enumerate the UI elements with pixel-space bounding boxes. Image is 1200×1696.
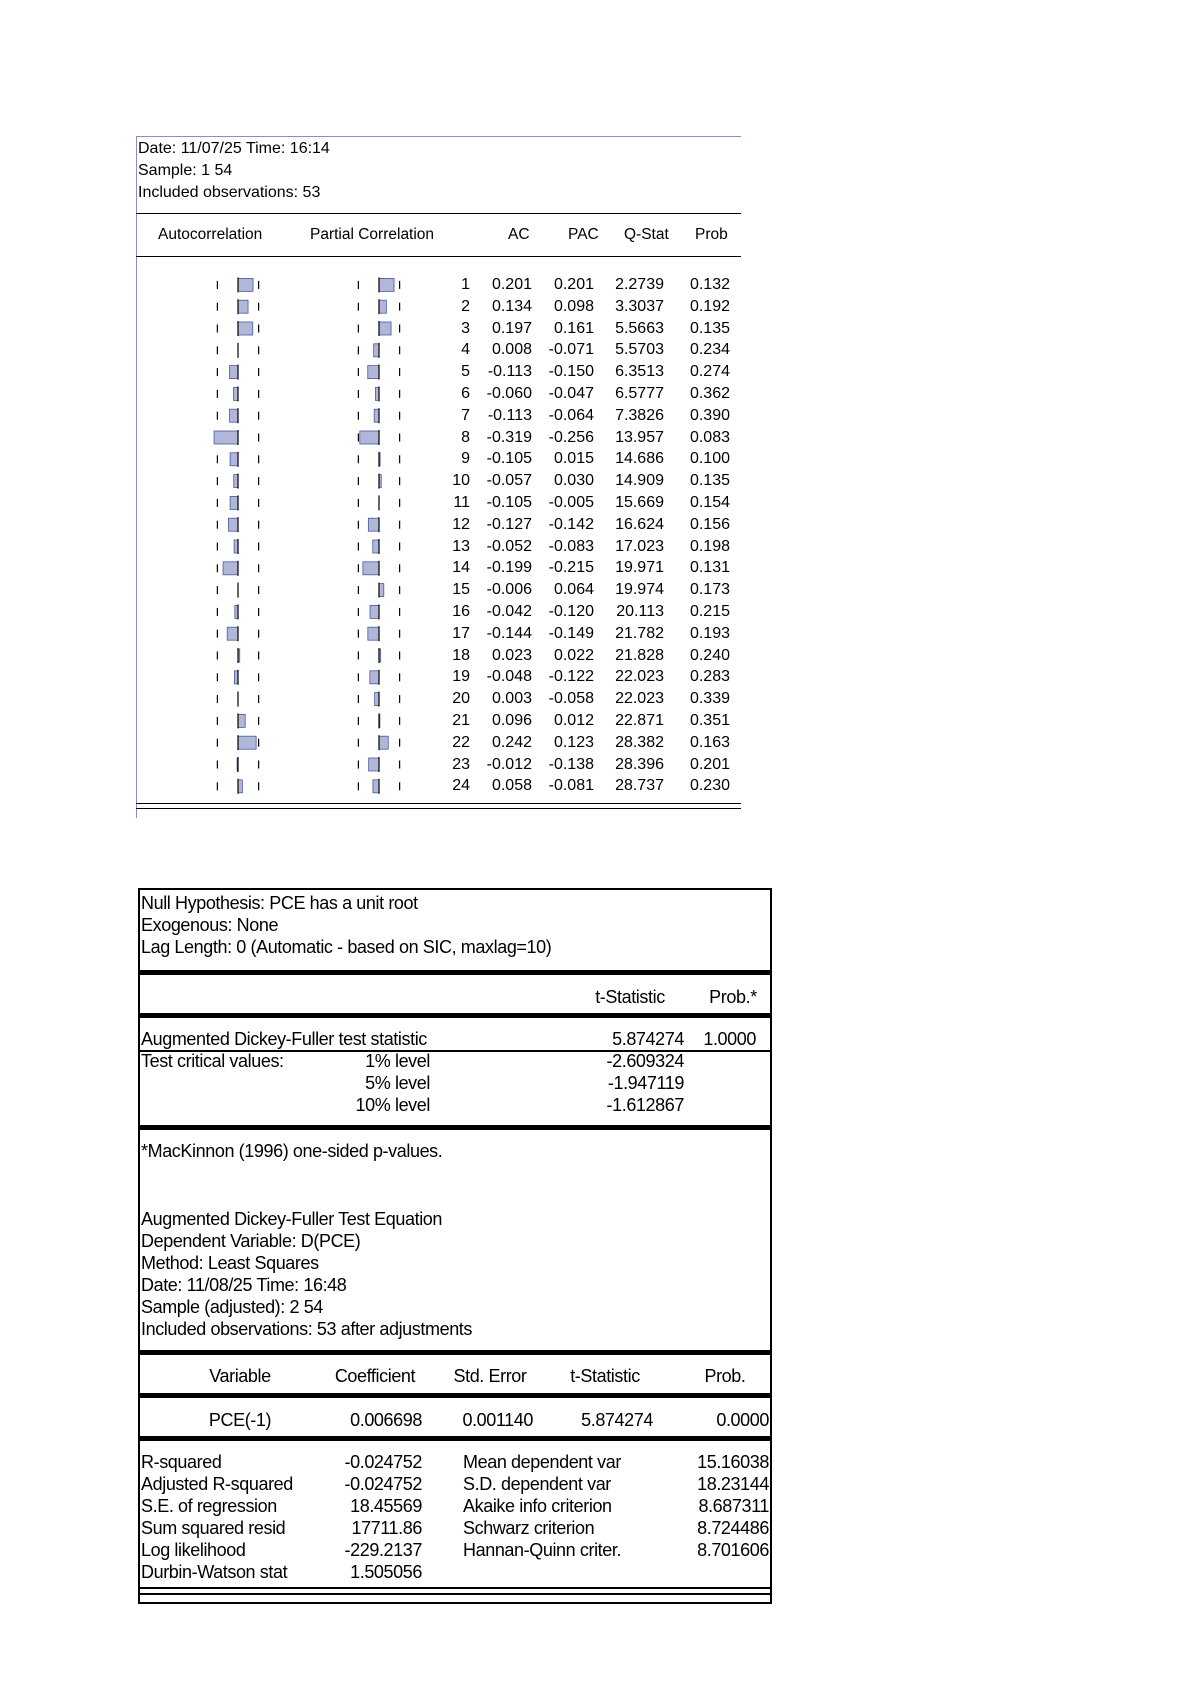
- pac-bar: [373, 540, 379, 553]
- correlogram-cell-q: 28.396: [615, 755, 664, 773]
- dependent-variable: Dependent Variable: D(PCE): [141, 1231, 361, 1251]
- col-std-error: Std. Error: [453, 1366, 527, 1386]
- correlogram-cell-lag: 1: [461, 275, 470, 293]
- correlogram-cell-q: 13.957: [615, 428, 664, 446]
- pac-bar: [379, 584, 384, 597]
- correlogram-cell-q: 22.023: [615, 690, 664, 708]
- correlogram-cell-lag: 9: [461, 450, 470, 468]
- stat-value: 17711.86: [351, 1518, 422, 1538]
- correlogram-cell-lag: 16: [452, 602, 470, 620]
- correlogram-cell-lag: 19: [452, 668, 470, 686]
- correlogram-cell-q: 14.686: [615, 450, 664, 468]
- correlogram-cell-q: 5.5663: [615, 319, 664, 337]
- correlogram-cell-pac: 0.064: [553, 581, 594, 599]
- stat-label: S.D. dependent var: [463, 1474, 611, 1494]
- correlogram-cell-ac: 0.023: [491, 646, 532, 664]
- coef-prob: 0.0000: [716, 1410, 769, 1430]
- correlogram-cell-q: 28.737: [615, 777, 664, 795]
- stat-label: Log likelihood: [141, 1540, 246, 1560]
- ac-bar: [230, 366, 238, 379]
- correlogram-cell-lag: 3: [461, 319, 470, 337]
- critical-level: 5% level: [365, 1073, 430, 1093]
- correlogram-cell-ac: 0.242: [491, 733, 532, 751]
- col-partial-correlation: Partial Correlation: [310, 226, 435, 243]
- lag-length: Lag Length: 0 (Automatic - based on SIC, maxlag=10): [141, 937, 552, 957]
- stat-label: R-squared: [141, 1452, 222, 1472]
- correlogram-cell-pac: -0.122: [548, 668, 594, 686]
- correlogram-date: Date: 11/07/25 Time: 16:14: [138, 140, 330, 157]
- stat-value: -0.024752: [344, 1452, 422, 1472]
- correlogram-cell-pac: 0.030: [553, 472, 594, 490]
- correlogram-cell-ac: -0.144: [486, 624, 532, 642]
- correlogram-cell-q: 7.3826: [615, 406, 664, 424]
- ac-bar: [228, 518, 238, 531]
- correlogram-cell-p: 0.198: [689, 537, 730, 555]
- correlogram-cell-lag: 22: [452, 733, 470, 751]
- col-qstat: Q-Stat: [624, 226, 669, 243]
- footnote: *MacKinnon (1996) one-sided p-values.: [141, 1141, 443, 1161]
- correlogram-cell-pac: -0.005: [548, 493, 594, 511]
- bottom-rule-2: [136, 808, 741, 809]
- correlogram-cell-q: 6.5777: [615, 384, 664, 402]
- correlogram-cell-pac: -0.083: [548, 537, 594, 555]
- correlogram-cell-pac: -0.149: [548, 624, 594, 642]
- correlogram-cell-ac: -0.127: [486, 515, 532, 533]
- correlogram-cell-lag: 13: [452, 537, 470, 555]
- correlogram-cell-p: 0.135: [689, 472, 730, 490]
- ac-bar: [214, 431, 238, 444]
- correlogram-cell-ac: 0.003: [491, 690, 532, 708]
- coef-t-statistic: 5.874274: [581, 1410, 653, 1430]
- correlogram-cell-pac: 0.123: [553, 733, 594, 751]
- col-t-statistic: t-Statistic: [595, 987, 665, 1007]
- col-prob: Prob.: [704, 1366, 746, 1386]
- correlogram-cell-pac: -0.150: [548, 363, 594, 381]
- correlogram-cell-ac: -0.113: [487, 406, 532, 424]
- correlogram-cell-ac: -0.113: [487, 363, 532, 381]
- correlogram-cell-ac: -0.057: [486, 472, 532, 490]
- col-pac: PAC: [568, 226, 599, 243]
- stat-label: Sum squared resid: [141, 1518, 286, 1538]
- correlogram-cell-p: 0.240: [689, 646, 730, 664]
- stat-label: S.E. of regression: [141, 1496, 277, 1516]
- coef-coefficient: 0.006698: [350, 1410, 422, 1430]
- pac-bar: [368, 518, 379, 531]
- adf-prob: 1.0000: [703, 1029, 756, 1049]
- correlogram-observations: Included observations: 53: [138, 184, 321, 201]
- stat-label: Adjusted R-squared: [141, 1474, 293, 1494]
- rule: [140, 1593, 770, 1595]
- correlogram-cell-p: 0.135: [689, 319, 730, 337]
- correlogram-cell-ac: 0.058: [491, 777, 532, 795]
- correlogram-cell-q: 19.974: [615, 581, 664, 599]
- correlogram-cell-p: 0.132: [689, 275, 730, 293]
- correlogram-cell-ac: 0.201: [491, 275, 532, 293]
- correlogram-cell-pac: -0.058: [548, 690, 594, 708]
- correlogram-cell-lag: 15: [452, 581, 470, 599]
- sample-adjusted: Sample (adjusted): 2 54: [141, 1297, 323, 1317]
- correlogram-cell-p: 0.274: [689, 363, 730, 381]
- correlogram-cell-ac: -0.012: [486, 755, 532, 773]
- stat-value: -0.024752: [344, 1474, 422, 1494]
- correlogram-cell-lag: 20: [452, 690, 470, 708]
- adf-test-output: [138, 888, 772, 1604]
- included-observations: Included observations: 53 after adjustments: [141, 1319, 473, 1339]
- correlogram-cell-p: 0.154: [689, 493, 730, 511]
- ac-bar: [238, 300, 248, 313]
- correlogram-cell-ac: -0.319: [486, 428, 532, 446]
- correlogram-cell-lag: 14: [452, 559, 470, 577]
- correlogram-cell-q: 16.624: [615, 515, 664, 533]
- critical-value: -2.609324: [606, 1051, 684, 1071]
- correlogram-cell-pac: 0.161: [553, 319, 594, 337]
- null-hypothesis: Null Hypothesis: PCE has a unit root: [141, 893, 418, 913]
- correlogram-cell-lag: 18: [452, 646, 470, 664]
- correlogram-cell-q: 21.828: [615, 646, 664, 664]
- critical-value: -1.947119: [607, 1073, 684, 1093]
- rule: [140, 1350, 770, 1355]
- stat-label: Hannan-Quinn criter.: [463, 1540, 622, 1560]
- critical-level: 10% level: [355, 1095, 430, 1115]
- correlogram-cell-pac: 0.098: [553, 297, 594, 315]
- pac-bar: [379, 278, 394, 291]
- correlogram-cell-q: 20.113: [616, 602, 664, 620]
- stat-value: 8.687311: [698, 1496, 769, 1516]
- correlogram-cell-ac: -0.060: [486, 384, 532, 402]
- ac-bar: [238, 714, 245, 727]
- correlogram-sample: Sample: 1 54: [138, 162, 233, 179]
- rule: [140, 1587, 770, 1589]
- stat-value: 1.505056: [350, 1562, 422, 1582]
- correlogram-cell-p: 0.362: [689, 384, 730, 402]
- correlogram-cell-q: 5.5703: [615, 341, 664, 359]
- correlogram-cell-q: 14.909: [615, 472, 664, 490]
- correlogram-cell-q: 2.2739: [615, 275, 664, 293]
- pac-bar: [368, 627, 379, 640]
- col-ac: AC: [508, 226, 530, 243]
- correlogram-cell-lag: 11: [453, 493, 470, 511]
- ac-bar: [227, 627, 238, 640]
- ac-bar: [238, 780, 242, 793]
- correlogram-cell-lag: 10: [452, 472, 470, 490]
- method: Method: Least Squares: [141, 1253, 319, 1273]
- coef-std-error: 0.001140: [462, 1410, 533, 1430]
- correlogram-cell-pac: 0.201: [553, 275, 594, 293]
- stat-value: 8.724486: [697, 1518, 769, 1538]
- rule: [140, 1125, 770, 1130]
- correlogram-cell-ac: -0.052: [486, 537, 532, 555]
- pac-bar: [375, 693, 379, 706]
- correlogram-cell-pac: -0.120: [548, 602, 594, 620]
- correlogram-cell-q: 19.971: [615, 559, 664, 577]
- pac-bar: [360, 431, 379, 444]
- correlogram-cell-p: 0.215: [689, 602, 730, 620]
- critical-level: 1% level: [365, 1051, 430, 1071]
- correlogram-table: [136, 136, 741, 818]
- stat-label: Durbin-Watson stat: [141, 1562, 288, 1582]
- correlogram-cell-pac: -0.138: [548, 755, 594, 773]
- col-coefficient: Coefficient: [334, 1366, 416, 1386]
- pac-bar: [370, 671, 379, 684]
- pac-bar: [379, 322, 391, 335]
- pac-bar: [374, 344, 379, 357]
- correlogram-cell-p: 0.192: [689, 297, 730, 315]
- rule: [140, 1013, 770, 1018]
- correlogram-cell-pac: -0.047: [548, 384, 594, 402]
- col-prob: Prob: [695, 226, 728, 243]
- correlogram-cell-p: 0.131: [689, 559, 730, 577]
- col-autocorrelation: Autocorrelation: [158, 226, 263, 243]
- correlogram-cell-ac: -0.048: [486, 668, 532, 686]
- correlogram-cell-p: 0.283: [689, 668, 730, 686]
- critical-value: -1.612867: [606, 1095, 684, 1115]
- correlogram-cell-lag: 24: [452, 777, 470, 795]
- correlogram-cell-p: 0.083: [689, 428, 730, 446]
- ac-bar: [230, 409, 238, 422]
- correlogram-cell-ac: 0.197: [491, 319, 532, 337]
- correlogram-cell-q: 22.871: [615, 711, 664, 729]
- ac-bar: [238, 736, 256, 749]
- stat-label: Schwarz criterion: [463, 1518, 595, 1538]
- correlogram-cell-p: 0.193: [689, 624, 730, 642]
- correlogram-cell-q: 17.023: [615, 537, 664, 555]
- correlogram-cell-pac: -0.215: [548, 559, 594, 577]
- rule: [140, 1393, 770, 1398]
- stat-value: 18.45569: [350, 1496, 422, 1516]
- adf-label: Augmented Dickey-Fuller test statistic: [141, 1029, 427, 1049]
- correlogram-cell-lag: 12: [452, 515, 470, 533]
- ac-bar: [223, 562, 238, 575]
- correlogram-cell-pac: -0.071: [548, 341, 594, 359]
- col-prob: Prob.*: [709, 987, 757, 1007]
- correlogram-cell-ac: 0.096: [491, 711, 532, 729]
- correlogram-cell-ac: -0.006: [486, 581, 532, 599]
- correlogram-cell-p: 0.230: [689, 777, 730, 795]
- equation-title: Augmented Dickey-Fuller Test Equation: [141, 1209, 443, 1229]
- correlogram-cell-p: 0.100: [689, 450, 730, 468]
- correlogram-cell-p: 0.234: [689, 341, 730, 359]
- correlogram-cell-lag: 4: [461, 341, 470, 359]
- ac-bar: [230, 496, 238, 509]
- exogenous: Exogenous: None: [141, 915, 279, 935]
- correlogram-cell-lag: 21: [452, 711, 470, 729]
- correlogram-cell-p: 0.163: [689, 733, 730, 751]
- correlogram-cell-lag: 6: [461, 384, 470, 402]
- correlogram-cell-p: 0.351: [689, 711, 730, 729]
- adf-tstat: 5.874274: [612, 1029, 684, 1049]
- ac-bar: [234, 475, 238, 488]
- col-variable: Variable: [209, 1366, 271, 1386]
- col-t-statistic: t-Statistic: [570, 1366, 640, 1386]
- equation-date: Date: 11/08/25 Time: 16:48: [141, 1275, 347, 1295]
- correlogram-cell-pac: 0.022: [553, 646, 594, 664]
- pac-bar: [369, 758, 379, 771]
- correlogram-cell-q: 3.3037: [615, 297, 664, 315]
- correlogram-cell-pac: -0.256: [548, 428, 594, 446]
- stat-label: Akaike info criterion: [463, 1496, 612, 1516]
- correlogram-cell-lag: 7: [461, 406, 470, 424]
- correlogram-cell-lag: 23: [452, 755, 470, 773]
- correlogram-cell-q: 6.3513: [615, 363, 664, 381]
- correlogram-cell-ac: -0.105: [486, 450, 532, 468]
- stat-value: 15.16038: [697, 1452, 769, 1472]
- correlogram-cell-p: 0.156: [689, 515, 730, 533]
- correlogram-cell-ac: -0.199: [486, 559, 532, 577]
- correlogram-cell-ac: 0.008: [491, 341, 532, 359]
- correlogram-cell-ac: -0.042: [486, 602, 532, 620]
- correlogram-cell-ac: 0.134: [491, 297, 532, 315]
- pac-bar: [379, 736, 388, 749]
- correlogram-cell-ac: -0.105: [486, 493, 532, 511]
- correlogram-cell-q: 22.023: [615, 668, 664, 686]
- correlogram-cell-p: 0.339: [689, 690, 730, 708]
- ac-bar: [234, 387, 239, 400]
- critical-label: Test critical values:: [141, 1051, 284, 1071]
- correlogram-cell-p: 0.201: [689, 755, 730, 773]
- stat-value: 8.701606: [697, 1540, 769, 1560]
- pac-bar: [368, 366, 379, 379]
- pac-bar: [363, 562, 379, 575]
- correlogram-cell-q: 15.669: [615, 493, 664, 511]
- correlogram-cell-pac: 0.012: [553, 711, 594, 729]
- correlogram-cell-pac: -0.081: [548, 777, 594, 795]
- correlogram-cell-p: 0.390: [689, 406, 730, 424]
- correlogram-cell-lag: 2: [461, 297, 470, 315]
- correlogram-cell-lag: 5: [461, 363, 470, 381]
- correlogram-cell-p: 0.173: [689, 581, 730, 599]
- correlogram-cell-pac: -0.142: [548, 515, 594, 533]
- ac-bar: [238, 278, 253, 291]
- stat-value: -229.2137: [344, 1540, 422, 1560]
- correlogram-cell-q: 21.782: [615, 624, 664, 642]
- stat-label: Mean dependent var: [463, 1452, 621, 1472]
- correlogram-cell-q: 28.382: [615, 733, 664, 751]
- stat-value: 18.23144: [697, 1474, 769, 1494]
- rule: [140, 970, 770, 975]
- pac-bar: [379, 300, 386, 313]
- ac-bar: [238, 322, 253, 335]
- pac-bar: [374, 409, 379, 422]
- pac-bar: [373, 780, 379, 793]
- rule: [140, 1436, 770, 1441]
- pac-bar: [370, 605, 379, 618]
- correlogram-cell-pac: -0.064: [548, 406, 594, 424]
- ac-bar: [230, 453, 238, 466]
- correlogram-cell-pac: 0.015: [553, 450, 594, 468]
- bottom-rule-1: [136, 803, 741, 804]
- correlogram-cell-lag: 17: [452, 624, 470, 642]
- coef-variable: PCE(-1): [208, 1410, 272, 1430]
- correlogram-cell-lag: 8: [461, 428, 470, 446]
